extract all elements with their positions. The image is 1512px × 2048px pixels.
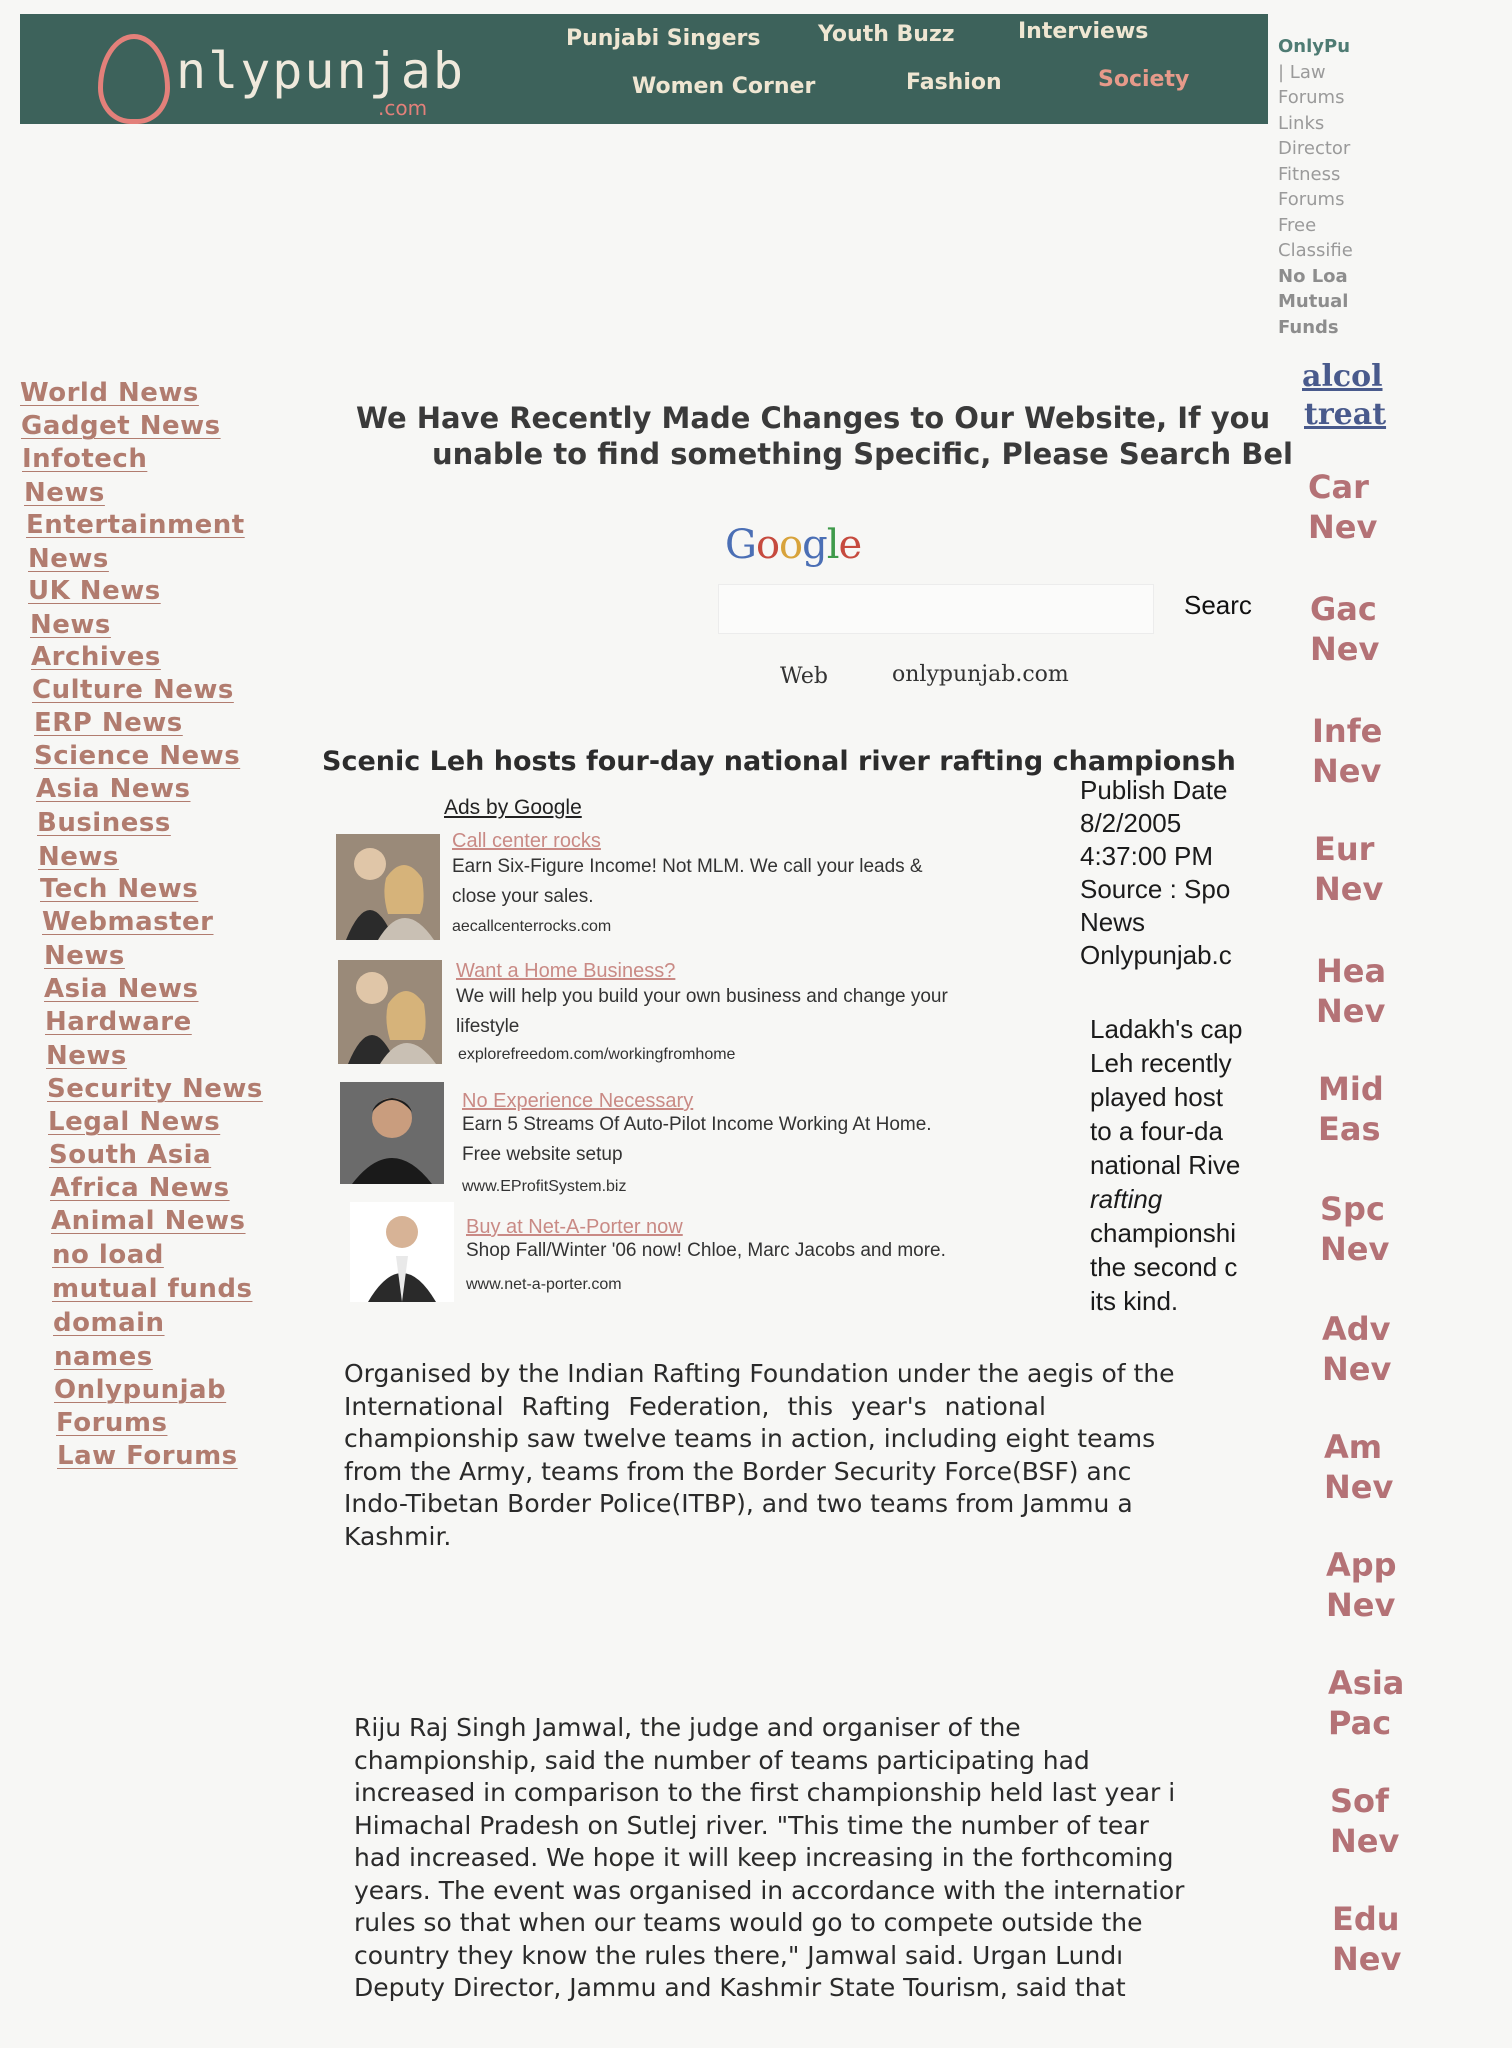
sidebar-item-no-load[interactable]: no load	[52, 1240, 164, 1270]
sidebar-item-entertainment[interactable]: Entertainment	[26, 510, 245, 540]
sidebar-item-hardware[interactable]: Hardware	[45, 1007, 192, 1037]
logo-domain: .com	[378, 96, 428, 120]
sidebar-item-names[interactable]: names	[54, 1342, 153, 1372]
ad-image-suit[interactable]	[350, 1202, 454, 1302]
sidebar-item-webmaster[interactable]: Webmaster	[42, 907, 214, 937]
nav-fashion[interactable]: Fashion	[906, 70, 1002, 95]
sidebar-item-culture-news[interactable]: Culture News	[32, 675, 234, 705]
site-header	[20, 14, 1268, 124]
publish-time: 4:37:00 PM	[1080, 841, 1213, 871]
ad-3-desc: Earn 5 Streams Of Auto-Pilot Income Working At Home. Free website setup	[462, 1114, 932, 1165]
link-forums[interactable]: Forums	[1278, 87, 1345, 108]
sidebar-item-business-news[interactable]: News	[38, 842, 119, 872]
right-item-app-news[interactable]: Nev	[1326, 1586, 1396, 1624]
search-input[interactable]	[718, 584, 1154, 634]
sidebar-item-infotech[interactable]: Infotech	[22, 444, 148, 474]
link-onlypunjab[interactable]: OnlyPu	[1278, 36, 1351, 57]
sidebar-item-erp-news[interactable]: ERP News	[34, 708, 183, 738]
ad-2-desc: We will help you build your own business and change your lifestyle	[456, 986, 948, 1037]
ad-3-url[interactable]: www.EProfitSystem.biz	[462, 1178, 627, 1195]
ad-4-url[interactable]: www.net-a-porter.com	[466, 1276, 622, 1293]
sidebar-item-law-forums[interactable]: Law Forums	[57, 1441, 238, 1471]
link-free[interactable]: Free	[1278, 214, 1317, 236]
ad-4-desc: Shop Fall/Winter '06 now! Chloe, Marc Jacobs and more.	[466, 1240, 946, 1261]
ad-2-title[interactable]: Want a Home Business?	[456, 960, 676, 982]
publish-date: 8/2/2005	[1080, 808, 1182, 838]
ad-2-url[interactable]: explorefreedom.com/workingfromhome	[458, 1046, 736, 1063]
sidebar-item-asia-news-2[interactable]: Asia News	[44, 974, 199, 1004]
sidebar-item-archives[interactable]: Archives	[31, 642, 161, 672]
right-item-mid[interactable]: Mid	[1318, 1070, 1384, 1108]
right-item-education[interactable]: Edu	[1332, 1900, 1400, 1938]
sidebar-item-uk-news-2[interactable]: News	[30, 610, 111, 640]
sidebar-item-animal-news[interactable]: Animal News	[51, 1206, 246, 1236]
right-item-car-news[interactable]: Nev	[1308, 508, 1378, 546]
link-law[interactable]: | Law	[1278, 61, 1326, 83]
sidebar-item-webmaster-news[interactable]: News	[44, 941, 125, 971]
right-column	[1300, 356, 1405, 1986]
source-label: Source : Spo	[1080, 874, 1231, 904]
right-item-infotech[interactable]: Infe	[1312, 712, 1383, 750]
sidebar-item-onlypunjab[interactable]: Onlypunjab	[54, 1375, 227, 1405]
sidebar-item-science-news[interactable]: Science News	[34, 741, 241, 771]
right-item-health[interactable]: Hea	[1316, 952, 1387, 990]
right-item-sport[interactable]: Spc	[1320, 1190, 1385, 1228]
ad-image-couple[interactable]	[336, 834, 440, 940]
right-item-software-news[interactable]: Nev	[1330, 1822, 1400, 1860]
sidebar-item-security-news[interactable]: Security News	[47, 1074, 263, 1104]
sidebar-item-domain[interactable]: domain	[53, 1308, 165, 1338]
right-item-asia-pacific[interactable]: Pac	[1328, 1704, 1392, 1742]
search-button[interactable]: Searc	[1184, 590, 1252, 620]
right-item-app[interactable]: App	[1326, 1546, 1397, 1584]
notice-line-2: unable to find something Specific, Please Search Bel	[432, 437, 1293, 471]
nav-punjabi-singers[interactable]: Punjabi Singers	[566, 26, 761, 51]
top-right-links	[1278, 34, 1353, 340]
right-item-gadget-news[interactable]: Nev	[1310, 630, 1380, 668]
source-name: News	[1080, 907, 1146, 937]
ad-1-url[interactable]: aecallcenterrocks.com	[452, 918, 612, 935]
logo-o-mark	[98, 34, 170, 124]
right-item-health-news[interactable]: Nev	[1316, 992, 1386, 1030]
right-item-software[interactable]: Sof	[1330, 1782, 1389, 1820]
right-ad-link-line2[interactable]: treat	[1304, 397, 1387, 432]
right-item-am[interactable]: Am	[1324, 1428, 1383, 1466]
right-item-adv[interactable]: Adv	[1322, 1310, 1391, 1348]
sidebar-item-infotech-news[interactable]: News	[24, 478, 105, 508]
link-no-load[interactable]: No Loa	[1278, 265, 1348, 287]
ad-4-title[interactable]: Buy at Net-A-Porter now	[466, 1216, 683, 1238]
search-option-web[interactable]: Web	[780, 664, 828, 689]
link-funds[interactable]: Funds	[1278, 316, 1339, 338]
link-directory[interactable]: Director	[1278, 138, 1351, 159]
sidebar-item-legal-news[interactable]: Legal News	[48, 1107, 221, 1137]
sidebar-item-hardware-news[interactable]: News	[46, 1041, 127, 1071]
site-logo[interactable]	[78, 24, 498, 120]
right-item-middle-east[interactable]: Eas	[1318, 1110, 1381, 1148]
link-mutual[interactable]: Mutual	[1278, 291, 1349, 312]
article-lead: Ladakh's cap Leh recently played host to a four-da national Rive rafting championshi the second c its kind.	[1090, 1014, 1243, 1316]
right-item-europe[interactable]: Eur	[1314, 830, 1375, 868]
article-paragraph-1: Organised by the Indian Rafting Foundation under the aegis of the International Rafting Federation, this year's national championship saw twelve teams in action, including eight teams from the Army, teams from the Border Security Force(BSF) anc Indo-Tibetan Border Police(ITBP), and two teams from Jammu a Kashmir.	[344, 1359, 1175, 1551]
google-logo: Google	[725, 522, 862, 568]
sidebar-item-tech-news[interactable]: Tech News	[40, 874, 199, 904]
right-item-car[interactable]: Car	[1308, 468, 1369, 506]
logo-text: nlypunjab	[176, 42, 465, 100]
nav-youth-buzz[interactable]: Youth Buzz	[818, 22, 955, 47]
link-links[interactable]: Links	[1278, 112, 1325, 134]
right-item-education-news[interactable]: Nev	[1332, 1940, 1402, 1978]
site-notice	[356, 400, 1293, 472]
sidebar-item-south-asia[interactable]: South Asia	[49, 1140, 212, 1170]
right-ad-link-line1[interactable]: alcol	[1302, 359, 1383, 394]
ad-1-title[interactable]: Call center rocks	[452, 830, 601, 852]
sidebar-item-business[interactable]: Business	[37, 808, 171, 838]
ad-1-desc: Earn Six-Figure Income! Not MLM. We call your leads & close your sales.	[452, 856, 923, 907]
ad-image-couple-2[interactable]	[338, 960, 442, 1064]
nav-women-corner[interactable]: Women Corner	[632, 74, 816, 99]
ads-by-google-link[interactable]: Ads by Google	[444, 796, 582, 819]
ad-image-man[interactable]	[340, 1082, 444, 1184]
sidebar-item-uk-news[interactable]: UK News	[28, 576, 161, 606]
sidebar-item-africa-news[interactable]: Africa News	[50, 1173, 230, 1203]
article-title: Scenic Leh hosts four-day national river rafting championsh	[322, 746, 1236, 777]
right-item-adv-news[interactable]: Nev	[1322, 1350, 1392, 1388]
sidebar-item-mutual-funds[interactable]: mutual funds	[52, 1274, 253, 1304]
source-site: Onlypunjab.c	[1080, 940, 1232, 970]
right-item-europe-news[interactable]: Nev	[1314, 870, 1384, 908]
right-item-asia[interactable]: Asia	[1328, 1664, 1405, 1702]
right-item-sport-news[interactable]: Nev	[1320, 1230, 1390, 1268]
article-paragraph-2: Riju Raj Singh Jamwal, the judge and organiser of the championship, said the number of teams participating had increased in comparison to the first championship held last year i Himachal Pradesh on Sutlej river. "This time the number of tear had increased. We hope it will keep increasing in the forthcoming years. The event was organised in accordance with the internatior rules so that when our teams would go to compete outside the country they know the rules there," Jamwal said. Urgan Lundı Deputy Director, Jammu and Kashmir State Tourism, said that	[354, 1713, 1185, 2002]
ad-3-title[interactable]: No Experience Necessary	[462, 1090, 694, 1112]
sidebar-item-forums[interactable]: Forums	[56, 1408, 168, 1438]
sidebar-item-gadget-news[interactable]: Gadget News	[21, 411, 221, 441]
publish-date-label: Publish Date	[1080, 775, 1228, 805]
link-classifieds[interactable]: Classifie	[1278, 240, 1353, 261]
article-meta	[1080, 774, 1268, 972]
sidebar-item-world-news[interactable]: World News	[20, 378, 199, 408]
nav-interviews[interactable]: Interviews	[1018, 19, 1149, 44]
sidebar-item-entertainment-news[interactable]: News	[28, 544, 109, 574]
link-forums-2[interactable]: Forums	[1278, 189, 1345, 210]
right-item-infotech-news[interactable]: Nev	[1312, 752, 1382, 790]
right-item-gadget[interactable]: Gac	[1310, 590, 1377, 628]
link-fitness[interactable]: Fitness	[1278, 163, 1341, 185]
sidebar-item-asia-news[interactable]: Asia News	[36, 774, 191, 804]
notice-line-1: We Have Recently Made Changes to Our Website, If you	[356, 401, 1271, 435]
search-option-site[interactable]: onlypunjab.com	[892, 662, 1069, 687]
nav-society[interactable]: Society	[1098, 67, 1190, 92]
right-item-am-news[interactable]: Nev	[1324, 1468, 1394, 1506]
